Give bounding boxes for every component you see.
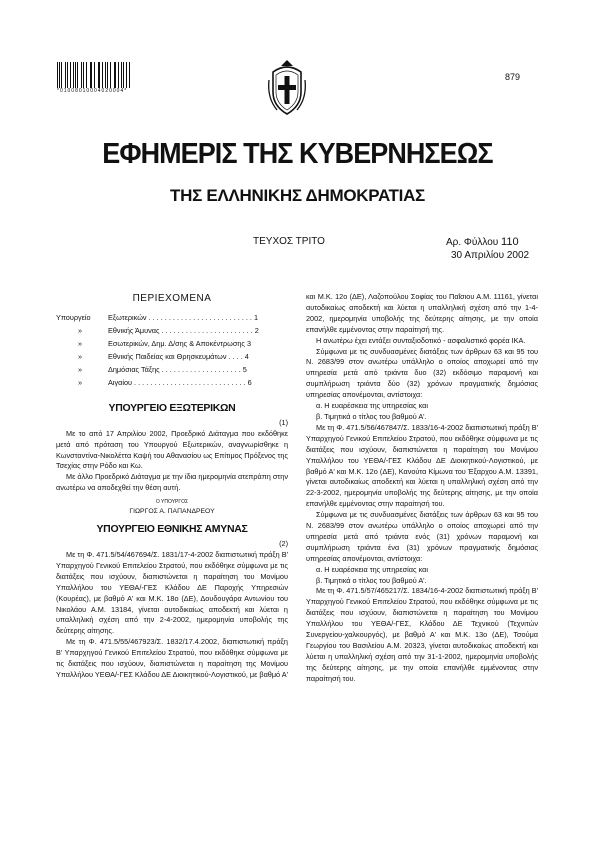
toc-entry: Δημόσιας Τάξης . . . . . . . . . . . . . . . . . . . . 5 <box>108 364 247 374</box>
toc-row <box>56 363 288 376</box>
barcode-bar <box>65 62 66 88</box>
list-item: β. Τιμητικά ο τίτλος του βαθμού Α'. <box>316 411 427 421</box>
toc-entry: Αιγαίου . . . . . . . . . . . . . . . . . . . . . . . . . . . . 6 <box>108 377 252 387</box>
gazette-title: ΕΦΗΜΕΡΙΣ ΤΗΣ ΚΥΒΕΡΝΗΣΕΩΣ <box>102 138 493 170</box>
toc-ministry: » <box>78 338 83 348</box>
barcode-bar <box>77 62 78 88</box>
right-column <box>306 292 538 685</box>
toc-ministry: » <box>78 364 83 374</box>
barcode-bar <box>121 62 122 88</box>
paragraph: Με το από 17 Απριλίου 2002, Προεδρικό Διάταγμα που εκδόθηκε μετά από πρόταση του Υπουργού Εξωτερικών, αναγνωρίσθηκε η Κωνσταντίνα-Νικολέττα Καψή του Αθανασίου ως Επίτιμος Πρόξενος της Τσεχίας στην Ρόδο και Κω. <box>56 428 288 471</box>
signature-block <box>56 498 288 516</box>
paragraph: και Μ.Κ. 12ο (ΔΕ), Λαζοπούλου Σοφίας του Παΐσιου Α.Μ. 11161, γίνεται αυτοδικαίως αποδεκτή και λύεται η υπαλληλική σχέση από την 1-4-2002, ημερομηνία υποβολής της δεύτερης αίτησης, με την οποία επανήλθε εμμένοντας στην παραίτησή της. <box>306 292 538 334</box>
barcode-bar <box>99 62 100 88</box>
toc-ministry: » <box>78 325 83 335</box>
toc-entry: Εθνικής Άμυνας . . . . . . . . . . . . . . . . . . . . . . . 2 <box>108 325 259 335</box>
toc-ministry: » <box>78 377 83 387</box>
toc-row <box>56 376 288 389</box>
barcode-number: *01008010004020004* <box>57 88 128 94</box>
list-item: β. Τιμητικά ο τίτλος του βαθμού Α'. <box>316 575 427 585</box>
barcode-bar <box>67 62 68 88</box>
list-item: α. Η ευαρέσκεια της υπηρεσίας και <box>316 564 428 574</box>
section-heading-national-defence: ΥΠΟΥΡΓΕΙΟ ΕΘΝΙΚΗΣ ΑΜΥΝΑΣ <box>96 523 248 536</box>
toc-row <box>56 324 288 337</box>
decision-number: (2) <box>279 539 288 549</box>
paragraph: Σύμφωνα με τις συνδυασμένες διατάξεις των άρθρων 63 και 95 του Ν. 2683/99 στον ανωτέρω υπάλληλο ο οποίος αποχωρεί από την υπηρεσία μετά από τριάντα ενός (31) χρόνων παραμονή και συμπλήρωση τριάντα ένα (31) χρόνων πραγματικής δημόσιας υπηρεσίας απονέμονται, αντίστοιχα: <box>306 510 538 563</box>
signature-name: ΓΙΩΡΓΟΣ Α. ΠΑΠΑΝΔΡΕΟΥ <box>129 508 215 516</box>
issue-type: ΤΕΥΧΟΣ ΤΡΙΤΟ <box>253 236 325 247</box>
paragraph: Η ανωτέρω έχει εντάξει συνταξιοδοτικό - ασφαλιστικό φορέα ΙΚΑ. <box>316 335 526 345</box>
issue-date: 30 Απριλίου 2002 <box>451 250 530 261</box>
toc-title: ΠΕΡΙΕΧΟΜΕΝΑ <box>132 293 212 304</box>
barcode <box>57 62 131 88</box>
greek-coat-of-arms-icon <box>265 58 309 118</box>
sheet-number <box>446 236 519 248</box>
toc-ministry: Υπουργείο <box>56 312 91 322</box>
paragraph: Σύμφωνα με τις συνδυασμένες διατάξεις των άρθρων 63 και 95 του Ν. 2683/99 στον ανωτέρω υπάλληλο ο οποίος αποχωρεί από την υπηρεσία μετά από τριάντα δυο (32) εκδόσιμο παραμονή και συμπλήρωση τριάντα δύο (32) χρόνων πραγματικής δημόσιας υπηρεσίας απονέμονται, αντίστοιχα: <box>306 346 538 400</box>
page-number: 879 <box>505 72 521 82</box>
toc-list <box>56 311 288 389</box>
signature-role: Ο ΥΠΟΥΡΓΟΣ <box>155 499 189 506</box>
toc-entry: Εσωτερικών, Δημ. Δ/σης & Αποκέντρωσης 3 <box>108 338 252 348</box>
toc-row <box>56 350 288 363</box>
barcode-bar <box>86 62 87 88</box>
sheet-value: 110 <box>501 236 519 248</box>
paragraph: Με τη Φ. 471.5/57/465217/Σ. 1834/16-4-2002 διαπιστωτική πράξη Β' Υπαρχηγού Γενικού Επιτελείου Στρατού, που εκδόθηκε σύμφωνα με τις διατάξεις που ισχύουν, διαπιστώνεται η παραίτηση του Μονίμου Υπαλλήλου του ΥΕΘΑ/-ΓΕΣ, Κλάδου ΔΕ Τεχνικού (Τεχνιτών Συνεργείου-χαλκουργός), με βαθμό Α' και Μ.Κ. 13ο (ΔΕ), Τσούμα Γεωργίου του Βασιλείου Α.Μ. 20323, γίνεται αυτοδικαίως αποδεκτή και λύεται η υπαλληλική σχέση από την 31-1-2002, ημερομηνία υποβολής της δεύτερης αίτησης, με την οποία επανήλθε εμμένοντας στην παραίτησή του. <box>306 586 538 683</box>
toc-entry: Εθνικής Παιδείας και Θρησκευμάτων . . . . 4 <box>108 351 249 361</box>
paragraph: Με άλλο Προεδρικό Διάταγμα με την ίδια ημερομηνία ατεπράπη στην ανωτέρω να αποδεχθεί την θέση αυτή. <box>56 472 288 493</box>
sheet-label: Αρ. Φύλλου <box>446 237 499 248</box>
paragraph: Με τη Φ. 471.5/54/467694/Σ. 1831/17-4-2002 διαπιστωτική πράξη Β' Υπαρχηγού Γενικού Επιτελείου Στρατού, που εκδόθηκε σύμφωνα με τις διατάξεις που ισχύουν, διαπιστώνεται η παραίτηση του Μονίμου Υπαλλήλου του ΥΕΘΑ/-ΓΕΣ Κλάδου ΔΕ Παροχής Υπηρεσιών (Κουρέας), με βαθμό Α' και Μ.Κ. 18ο (ΔΕ), Δουδουγάρα Αντωνίου του Νικολάου Α.Μ. 13184, γίνεται αυτοδικαίως αποδεκτή και λύεται η υπαλληλική σχέση από την 2-4-2002, ημερομηνία υποβολής της δεύτερης αίτησης. <box>56 549 288 636</box>
toc-row <box>56 311 288 324</box>
barcode-bar <box>81 62 82 88</box>
barcode-bar <box>94 62 95 88</box>
toc-entry: Εξωτερικών . . . . . . . . . . . . . . . . . . . . . . . . . . 1 <box>108 312 259 322</box>
list-item: α. Η ευαρέσκεια της υπηρεσίας και <box>316 401 428 411</box>
section-heading-foreign-affairs: ΥΠΟΥΡΓΕΙΟ ΕΞΩΤΕΡΙΚΩΝ <box>108 401 236 414</box>
decision-number: (1) <box>279 417 288 427</box>
barcode-bar <box>129 62 130 88</box>
gazette-subtitle: ΤΗΣ ΕΛΛΗΝΙΚΗΣ ΔΗΜΟΚΡΑΤΙΑΣ <box>170 186 425 205</box>
left-column <box>56 284 288 681</box>
toc-ministry: » <box>78 351 83 361</box>
paragraph: Με τη Φ. 471.5/55/467923/Σ. 1832/17.4.2002, διαπιστωτική πράξη Β' Υπαρχηγού Γενικού Επιτελείου Στρατού, που εκδόθηκε σύμφωνα με τις διατάξεις που ισχύουν, διαπιστώνεται η παραίτηση της Μονίμου Υπαλλήλου ΥΕΘΑ/-ΓΕΣ Κλάδου ΔΕ Διοικητικού-Λογιστικού, με βαθμό Α' <box>56 637 289 679</box>
barcode-bar <box>107 62 108 88</box>
toc-row <box>56 337 288 350</box>
barcode-bar <box>114 62 115 88</box>
paragraph: Με τη Φ. 471.5/56/467847/Σ. 1833/16-4-2002 διαπιστωτική πράξη Β' Υπαρχηγού Γενικού Επιτελείου Στρατού, που εκδόθηκε σύμφωνα με τις διατάξεις που ισχύουν, διαπιστώνεται η παραίτηση του Μονίμου Υπαλλήλου του ΥΕΘΑ/-ΓΕΣ Κλάδου ΔΕ Διοικητικού-Λογιστικού, με βαθμό Α' και Μ.Κ. 12ο (ΔΕ), Κανούτα Κίμωνα του Έξαρχου Α.Μ. 13391, γίνεται αυτοδικαίως αποδεκτή και λύεται η υπαλληλική σχέση από την 22-3-2002, ημερομηνία υποβολής της δεύτερης αίτησης, με την οποία επανήλθε εμμένοντας στην παραίτησή του. <box>306 422 538 509</box>
barcode-bar <box>57 62 58 88</box>
